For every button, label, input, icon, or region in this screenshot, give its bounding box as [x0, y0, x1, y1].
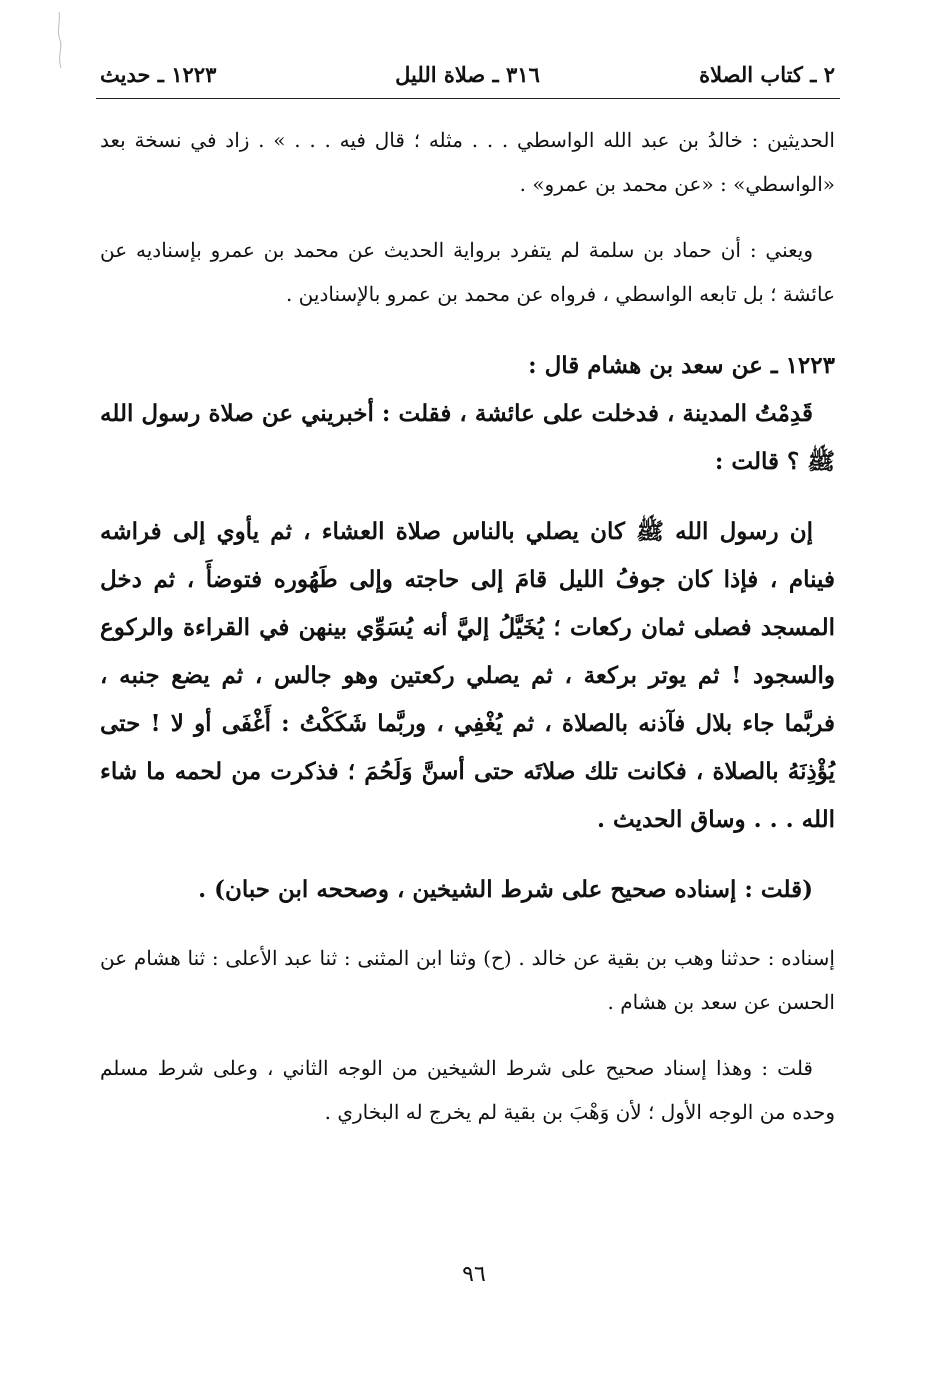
commentary-paragraph-2: ويعني : أن حماد بن سلمة لم يتفرد برواية الحديث عن محمد بن عمرو بإسناديه عن عائشة ؛ بل تابعه الواسطي ، فرواه عن محمد بن عمرو بالإسنادين .	[100, 238, 835, 306]
header-hadith-number: ١٢٢٣ ـ حديث	[100, 62, 217, 87]
running-header	[100, 58, 835, 94]
hadith-text-intro: قَدِمْتُ المدينة ، فدخلت على عائشة ، فقلت : أخبريني عن صلاة رسول الله ﷺ ؟ قالت :	[100, 400, 835, 475]
scan-margin-mark	[52, 10, 66, 70]
hadith-heading: ١٢٢٣ ـ عن سعد بن هشام قال :	[528, 352, 835, 379]
commentary-paragraph-1: الحديثين : خالدُ بن عبد الله الواسطي . . . مثله ؛ قال فيه . . . » . زاد في نسخة بعد «الواسطي» : «عن محمد بن عمرو» .	[100, 128, 835, 196]
header-book-title: ٢ ـ كتاب الصلاة	[699, 62, 835, 87]
grading-note: (قلت : إسناده صحيح على شرط الشيخين ، وصححه ابن حبان) .	[198, 876, 813, 903]
page-number: ٩٦	[462, 1262, 486, 1287]
isnad-paragraph: إسناده : حدثنا وهب بن بقية عن خالد . (ح) وثنا ابن المثنى : ثنا عبد الأعلى : ثنا هشام عن الحسن عن سعد بن هشام .	[100, 946, 835, 1014]
page-body	[100, 118, 835, 1134]
header-divider	[96, 98, 840, 99]
hadith-text-body: إن رسول الله ﷺ كان يصلي بالناس صلاة العشاء ، ثم يأوي إلى فراشه فينام ، فإذا كان جوفُ الليل قامَ إلى حاجته وإلى طَهُوره فتوضأَ ، ثم دخل المسجد فصلى ثمان ركعات ؛ يُخَيَّلُ إليَّ أنه يُسَوِّي بينهن في القراءة والركوع والسجود ! ثم يوتر بركعة ، ثم يصلي ركعتين وهو جالس ، ثم يضع جنبه ، فربَّما جاء بلال فآذنه بالصلاة ، ثم يُغْفِي ، وربَّما شَكَكْتُ : أَغْفَى أو لا ! حتى يُؤْذِنَهُ بالصلاة ، فكانت تلك صلاتَه حتى أسنَّ وَلَحُمَ ؛ فذكرت من لحمه ما شاء الله . . . وساق الحديث .	[100, 518, 835, 833]
header-chapter-title: ٣١٦ ـ صلاة الليل	[395, 62, 540, 87]
analysis-paragraph: قلت : وهذا إسناد صحيح على شرط الشيخين من الوجه الثاني ، وعلى شرط مسلم وحده من الوجه الأول ؛ لأن وَهْبَ بن بقية لم يخرج له البخاري .	[100, 1056, 835, 1124]
